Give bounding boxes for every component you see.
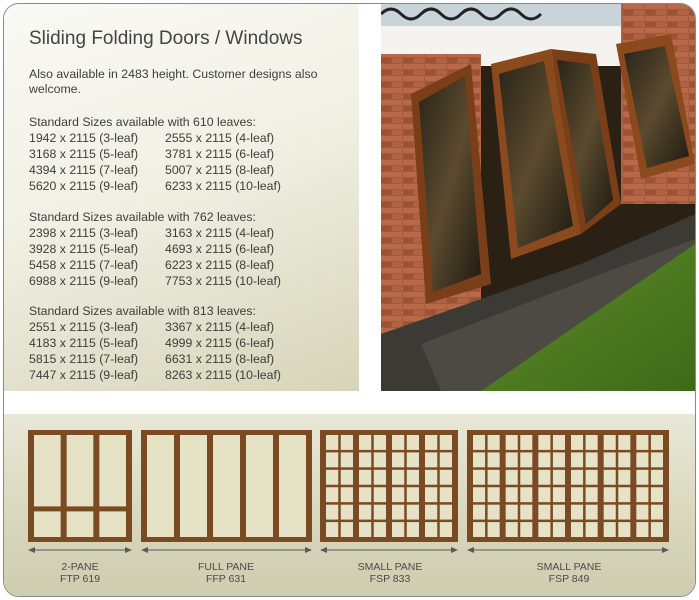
glass-pane bbox=[326, 522, 338, 537]
size-entry: 3168 x 2115 (5-leaf) bbox=[29, 147, 139, 161]
folding-doors-photo bbox=[381, 4, 695, 391]
glass-pane bbox=[520, 505, 532, 520]
glass-pane bbox=[553, 452, 565, 467]
glass-pane bbox=[99, 511, 126, 537]
glass-pane bbox=[488, 435, 500, 450]
product-code: FSP 849 bbox=[548, 573, 590, 585]
glass-pane bbox=[359, 522, 371, 537]
product-name: SMALL PANE bbox=[536, 561, 602, 573]
glass-pane bbox=[341, 487, 353, 502]
glass-pane bbox=[506, 487, 518, 502]
glass-pane bbox=[651, 505, 663, 520]
glass-pane bbox=[651, 435, 663, 450]
glass-pane bbox=[571, 522, 583, 537]
glass-pane bbox=[473, 452, 485, 467]
size-entry: 2555 x 2115 (4-leaf) bbox=[165, 131, 275, 145]
size-entry: 4999 x 2115 (6-leaf) bbox=[165, 336, 275, 350]
glass-pane bbox=[571, 452, 583, 467]
size-entry: 5815 x 2115 (7-leaf) bbox=[29, 352, 139, 366]
glass-pane bbox=[407, 470, 419, 485]
glass-pane bbox=[651, 452, 663, 467]
glass-pane bbox=[326, 435, 338, 450]
glass-pane bbox=[618, 522, 630, 537]
glass-pane bbox=[67, 511, 94, 537]
size-entry: 5458 x 2115 (7-leaf) bbox=[29, 258, 139, 272]
glass-pane bbox=[213, 435, 240, 537]
glass-pane bbox=[392, 505, 404, 520]
glass-pane bbox=[440, 435, 452, 450]
glass-pane bbox=[636, 452, 648, 467]
size-entry: 1942 x 2115 (3-leaf) bbox=[29, 131, 139, 145]
size-entry: 7753 x 2115 (10-leaf) bbox=[165, 274, 281, 288]
size-entry: 3367 x 2115 (4-leaf) bbox=[165, 320, 275, 334]
glass-pane bbox=[425, 470, 437, 485]
glass-pane bbox=[440, 522, 452, 537]
glass-pane bbox=[651, 470, 663, 485]
glass-pane bbox=[374, 487, 386, 502]
glass-pane bbox=[488, 522, 500, 537]
arrow-left-icon bbox=[467, 547, 474, 553]
glass-pane bbox=[520, 487, 532, 502]
glass-pane bbox=[326, 452, 338, 467]
size-group-header: Standard Sizes available with 762 leaves: bbox=[29, 210, 256, 224]
glass-pane bbox=[553, 435, 565, 450]
glass-pane bbox=[538, 452, 550, 467]
text-panel bbox=[4, 4, 359, 391]
glass-pane bbox=[538, 487, 550, 502]
glass-pane bbox=[425, 435, 437, 450]
glass-pane bbox=[359, 435, 371, 450]
product-code: FSP 833 bbox=[369, 573, 411, 585]
size-entry: 5620 x 2115 (9-leaf) bbox=[29, 179, 139, 193]
product-code: FTP 619 bbox=[59, 573, 101, 585]
size-group-610 bbox=[29, 114, 349, 194]
glass-pane bbox=[618, 435, 630, 450]
glass-pane bbox=[488, 487, 500, 502]
glass-pane bbox=[520, 522, 532, 537]
glass-pane bbox=[359, 452, 371, 467]
glass-pane bbox=[341, 505, 353, 520]
glass-pane bbox=[392, 452, 404, 467]
glass-pane bbox=[571, 470, 583, 485]
glass-pane bbox=[506, 452, 518, 467]
glass-pane bbox=[407, 435, 419, 450]
glass-pane bbox=[586, 435, 598, 450]
glass-pane bbox=[618, 505, 630, 520]
glass-pane bbox=[374, 452, 386, 467]
glass-pane bbox=[374, 435, 386, 450]
glass-pane bbox=[359, 487, 371, 502]
product-name: SMALL PANE bbox=[357, 561, 423, 573]
size-entry: 6233 x 2115 (10-leaf) bbox=[165, 179, 281, 193]
glass-pane bbox=[604, 452, 616, 467]
size-group-813 bbox=[29, 303, 349, 383]
glass-pane bbox=[425, 522, 437, 537]
glass-pane bbox=[636, 487, 648, 502]
glass-pane bbox=[440, 452, 452, 467]
door-styles-panel bbox=[4, 414, 695, 596]
arrow-left-icon bbox=[320, 547, 327, 553]
glass-pane bbox=[586, 452, 598, 467]
glass-pane bbox=[520, 452, 532, 467]
glass-pane bbox=[506, 470, 518, 485]
size-entry: 8263 x 2115 (10-leaf) bbox=[165, 368, 281, 382]
glass-pane bbox=[473, 487, 485, 502]
glass-pane bbox=[488, 505, 500, 520]
glass-pane bbox=[425, 505, 437, 520]
glass-pane bbox=[506, 522, 518, 537]
size-entry: 3163 x 2115 (4-leaf) bbox=[165, 226, 275, 240]
glass-pane bbox=[553, 487, 565, 502]
brochure-frame bbox=[3, 3, 696, 597]
door-frame bbox=[320, 430, 458, 542]
glass-pane bbox=[586, 522, 598, 537]
glass-pane bbox=[407, 487, 419, 502]
glass-pane bbox=[473, 522, 485, 537]
product-code: FFP 631 bbox=[205, 573, 247, 585]
glass-pane bbox=[425, 487, 437, 502]
glass-pane bbox=[571, 435, 583, 450]
glass-pane bbox=[341, 452, 353, 467]
glass-pane bbox=[407, 522, 419, 537]
glass-pane bbox=[359, 470, 371, 485]
glass-pane bbox=[34, 435, 61, 506]
glass-pane bbox=[604, 470, 616, 485]
glass-pane bbox=[586, 505, 598, 520]
glass-pane bbox=[99, 435, 126, 506]
glass-pane bbox=[440, 487, 452, 502]
arrow-left-icon bbox=[28, 547, 35, 553]
size-group-762 bbox=[29, 209, 349, 289]
page-title: Sliding Folding Doors / Windows bbox=[29, 28, 303, 49]
intro-text: Also available in 2483 height. Customer designs also welcome. bbox=[29, 67, 318, 96]
glass-pane bbox=[636, 522, 648, 537]
glass-pane bbox=[392, 435, 404, 450]
glass-pane bbox=[440, 505, 452, 520]
arrow-right-icon bbox=[451, 547, 458, 553]
glass-pane bbox=[538, 522, 550, 537]
glass-pane bbox=[359, 505, 371, 520]
glass-pane bbox=[604, 522, 616, 537]
glass-pane bbox=[604, 435, 616, 450]
product-caption bbox=[31, 561, 129, 585]
glass-pane bbox=[407, 505, 419, 520]
glass-pane bbox=[407, 452, 419, 467]
glass-pane bbox=[618, 487, 630, 502]
glass-pane bbox=[341, 522, 353, 537]
glass-pane bbox=[553, 470, 565, 485]
glass-pane bbox=[341, 470, 353, 485]
product-name: FULL PANE bbox=[197, 561, 255, 573]
glass-pane bbox=[636, 470, 648, 485]
glass-pane bbox=[473, 435, 485, 450]
arrow-right-icon bbox=[662, 547, 669, 553]
arrow-right-icon bbox=[305, 547, 312, 553]
glass-pane bbox=[538, 470, 550, 485]
product-caption bbox=[324, 561, 456, 585]
glass-pane bbox=[392, 470, 404, 485]
glass-pane bbox=[374, 522, 386, 537]
glass-pane bbox=[553, 522, 565, 537]
size-entry: 3928 x 2115 (5-leaf) bbox=[29, 242, 139, 256]
glass-pane bbox=[473, 470, 485, 485]
glass-pane bbox=[425, 452, 437, 467]
size-entry: 4183 x 2115 (5-leaf) bbox=[29, 336, 139, 350]
product-name: 2-PANE bbox=[61, 561, 99, 573]
glass-pane bbox=[326, 470, 338, 485]
glass-pane bbox=[604, 505, 616, 520]
glass-pane bbox=[34, 511, 61, 537]
size-entry: 7447 x 2115 (9-leaf) bbox=[29, 368, 139, 382]
glass-pane bbox=[246, 435, 273, 537]
product-caption bbox=[471, 561, 667, 585]
size-entry: 6223 x 2115 (8-leaf) bbox=[165, 258, 275, 272]
size-entry: 4394 x 2115 (7-leaf) bbox=[29, 163, 139, 177]
arrow-left-icon bbox=[141, 547, 148, 553]
glass-pane bbox=[636, 505, 648, 520]
glass-pane bbox=[279, 435, 306, 537]
glass-pane bbox=[341, 435, 353, 450]
glass-pane bbox=[506, 435, 518, 450]
glass-pane bbox=[488, 470, 500, 485]
glass-pane bbox=[440, 470, 452, 485]
glass-pane bbox=[326, 505, 338, 520]
glass-pane bbox=[604, 487, 616, 502]
glass-pane bbox=[392, 487, 404, 502]
glass-pane bbox=[520, 470, 532, 485]
glass-pane bbox=[147, 435, 174, 537]
glass-pane bbox=[67, 435, 94, 506]
glass-pane bbox=[651, 487, 663, 502]
glass-pane bbox=[520, 435, 532, 450]
size-entry: 2398 x 2115 (3-leaf) bbox=[29, 226, 139, 240]
size-entry: 3781 x 2115 (6-leaf) bbox=[165, 147, 275, 161]
glass-pane bbox=[326, 487, 338, 502]
size-entry: 6988 x 2115 (9-leaf) bbox=[29, 274, 139, 288]
glass-pane bbox=[538, 505, 550, 520]
size-entry: 6631 x 2115 (8-leaf) bbox=[165, 352, 275, 366]
glass-pane bbox=[636, 435, 648, 450]
arrow-right-icon bbox=[125, 547, 132, 553]
glass-pane bbox=[374, 505, 386, 520]
size-entry: 4693 x 2115 (6-leaf) bbox=[165, 242, 275, 256]
glass-pane bbox=[553, 505, 565, 520]
glass-pane bbox=[180, 435, 207, 537]
glass-pane bbox=[374, 470, 386, 485]
size-entry: 5007 x 2115 (8-leaf) bbox=[165, 163, 275, 177]
glass-pane bbox=[473, 505, 485, 520]
glass-pane bbox=[586, 487, 598, 502]
glass-pane bbox=[488, 452, 500, 467]
glass-pane bbox=[571, 487, 583, 502]
size-entry: 2551 x 2115 (3-leaf) bbox=[29, 320, 139, 334]
glass-pane bbox=[538, 435, 550, 450]
glass-pane bbox=[618, 470, 630, 485]
glass-pane bbox=[571, 505, 583, 520]
glass-pane bbox=[618, 452, 630, 467]
glass-pane bbox=[506, 505, 518, 520]
size-group-header: Standard Sizes available with 610 leaves: bbox=[29, 115, 256, 129]
glass-pane bbox=[586, 470, 598, 485]
glass-pane bbox=[651, 522, 663, 537]
product-caption bbox=[144, 561, 308, 585]
size-group-header: Standard Sizes available with 813 leaves: bbox=[29, 304, 256, 318]
glass-pane bbox=[392, 522, 404, 537]
